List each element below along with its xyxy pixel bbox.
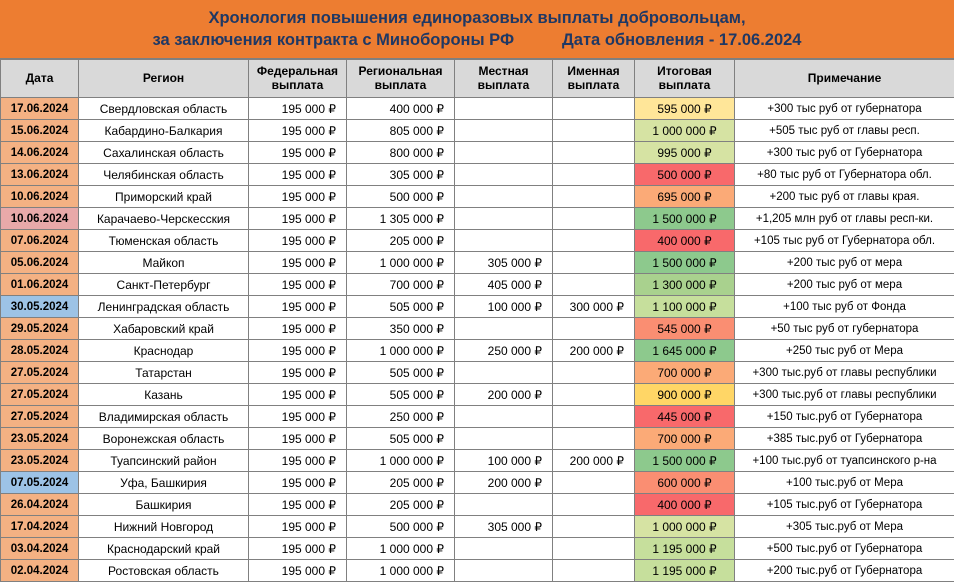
cell-regional: 205 000 ₽ (347, 230, 455, 252)
cell-total: 1 195 000 ₽ (635, 560, 735, 582)
cell-date: 17.06.2024 (1, 98, 79, 120)
table-row (1, 384, 954, 406)
cell-local (455, 538, 553, 560)
cell-federal: 195 000 ₽ (249, 472, 347, 494)
cell-federal: 195 000 ₽ (249, 142, 347, 164)
table-row (1, 450, 954, 472)
cell-date: 10.06.2024 (1, 186, 79, 208)
cell-named (553, 98, 635, 120)
table-row (1, 296, 954, 318)
column-header-regional: Региональная выплата (347, 60, 455, 98)
cell-region: Майкоп (79, 252, 249, 274)
cell-federal: 195 000 ₽ (249, 208, 347, 230)
cell-date: 23.05.2024 (1, 428, 79, 450)
cell-federal: 195 000 ₽ (249, 538, 347, 560)
cell-federal: 195 000 ₽ (249, 164, 347, 186)
table-row (1, 120, 954, 142)
cell-local (455, 230, 553, 252)
cell-federal: 195 000 ₽ (249, 516, 347, 538)
cell-total: 1 100 000 ₽ (635, 296, 735, 318)
table-row (1, 472, 954, 494)
cell-regional: 250 000 ₽ (347, 406, 455, 428)
column-header-local: Местная выплата (455, 60, 553, 98)
cell-local (455, 494, 553, 516)
cell-region: Владимирская область (79, 406, 249, 428)
cell-region: Санкт-Петербург (79, 274, 249, 296)
table-row (1, 318, 954, 340)
cell-local: 305 000 ₽ (455, 252, 553, 274)
cell-note: +105 тыс руб от Губернатора обл. (735, 230, 954, 252)
cell-total: 1 000 000 ₽ (635, 516, 735, 538)
cell-date: 05.06.2024 (1, 252, 79, 274)
cell-federal: 195 000 ₽ (249, 230, 347, 252)
table-row (1, 252, 954, 274)
cell-regional: 1 000 000 ₽ (347, 560, 455, 582)
cell-named (553, 406, 635, 428)
table-row (1, 208, 954, 230)
cell-named (553, 186, 635, 208)
page-subtitle-row (27, 29, 927, 51)
cell-named: 200 000 ₽ (553, 450, 635, 472)
cell-named (553, 318, 635, 340)
cell-date: 01.06.2024 (1, 274, 79, 296)
cell-note: +250 тыс руб от Мера (735, 340, 954, 362)
cell-note: +300 тыс руб от губернатора (735, 98, 954, 120)
cell-regional: 505 000 ₽ (347, 362, 455, 384)
cell-regional: 1 000 000 ₽ (347, 538, 455, 560)
cell-named (553, 274, 635, 296)
cell-regional: 700 000 ₽ (347, 274, 455, 296)
table-row (1, 560, 954, 582)
cell-total: 1 500 000 ₽ (635, 208, 735, 230)
table-row (1, 516, 954, 538)
cell-named (553, 472, 635, 494)
cell-date: 07.06.2024 (1, 230, 79, 252)
cell-date: 03.04.2024 (1, 538, 79, 560)
cell-local: 405 000 ₽ (455, 274, 553, 296)
cell-local (455, 208, 553, 230)
cell-regional: 800 000 ₽ (347, 142, 455, 164)
table-row (1, 164, 954, 186)
cell-regional: 1 305 000 ₽ (347, 208, 455, 230)
cell-region: Ленинградская область (79, 296, 249, 318)
cell-named (553, 516, 635, 538)
cell-note: +150 тыс.руб от Губернатора (735, 406, 954, 428)
cell-regional: 1 000 000 ₽ (347, 450, 455, 472)
table-row (1, 406, 954, 428)
cell-local: 100 000 ₽ (455, 296, 553, 318)
table-row (1, 428, 954, 450)
cell-named (553, 120, 635, 142)
cell-local: 305 000 ₽ (455, 516, 553, 538)
cell-date: 07.05.2024 (1, 472, 79, 494)
cell-total: 995 000 ₽ (635, 142, 735, 164)
table-row (1, 142, 954, 164)
cell-local (455, 142, 553, 164)
cell-date: 28.05.2024 (1, 340, 79, 362)
cell-local: 200 000 ₽ (455, 472, 553, 494)
cell-local (455, 406, 553, 428)
cell-note: +300 тыс руб от Губернатора (735, 142, 954, 164)
cell-regional: 305 000 ₽ (347, 164, 455, 186)
cell-regional: 400 000 ₽ (347, 98, 455, 120)
cell-total: 600 000 ₽ (635, 472, 735, 494)
payments-table (0, 59, 954, 582)
cell-region: Татарстан (79, 362, 249, 384)
cell-federal: 195 000 ₽ (249, 318, 347, 340)
cell-federal: 195 000 ₽ (249, 296, 347, 318)
cell-note: +505 тыс руб от главы респ. (735, 120, 954, 142)
cell-local (455, 164, 553, 186)
column-header-date: Дата (1, 60, 79, 98)
cell-federal: 195 000 ₽ (249, 252, 347, 274)
cell-local: 200 000 ₽ (455, 384, 553, 406)
cell-regional: 205 000 ₽ (347, 494, 455, 516)
cell-named (553, 230, 635, 252)
cell-region: Казань (79, 384, 249, 406)
cell-note: +105 тыс.руб от Губернатора (735, 494, 954, 516)
cell-note: +385 тыс.руб от Губернатора (735, 428, 954, 450)
cell-region: Хабаровский край (79, 318, 249, 340)
cell-local (455, 318, 553, 340)
cell-federal: 195 000 ₽ (249, 450, 347, 472)
cell-federal: 195 000 ₽ (249, 406, 347, 428)
cell-date: 17.04.2024 (1, 516, 79, 538)
cell-total: 1 195 000 ₽ (635, 538, 735, 560)
page-subtitle: за заключения контракта с Минобороны РФ (153, 29, 515, 51)
cell-total: 500 000 ₽ (635, 164, 735, 186)
cell-date: 30.05.2024 (1, 296, 79, 318)
cell-region: Кабардино-Балкария (79, 120, 249, 142)
cell-date: 02.04.2024 (1, 560, 79, 582)
cell-total: 400 000 ₽ (635, 230, 735, 252)
cell-total: 1 300 000 ₽ (635, 274, 735, 296)
cell-federal: 195 000 ₽ (249, 98, 347, 120)
table-row (1, 362, 954, 384)
cell-regional: 805 000 ₽ (347, 120, 455, 142)
cell-note: +80 тыс руб от Губернатора обл. (735, 164, 954, 186)
cell-total: 900 000 ₽ (635, 384, 735, 406)
cell-date: 29.05.2024 (1, 318, 79, 340)
cell-regional: 205 000 ₽ (347, 472, 455, 494)
cell-date: 26.04.2024 (1, 494, 79, 516)
cell-total: 695 000 ₽ (635, 186, 735, 208)
cell-date: 27.05.2024 (1, 384, 79, 406)
column-header-federal: Федеральная выплата (249, 60, 347, 98)
cell-federal: 195 000 ₽ (249, 362, 347, 384)
table-row (1, 98, 954, 120)
cell-total: 1 500 000 ₽ (635, 252, 735, 274)
cell-regional: 505 000 ₽ (347, 428, 455, 450)
cell-region: Краснодарский край (79, 538, 249, 560)
cell-note: +100 тыс.руб от туапсинского р-на (735, 450, 954, 472)
cell-date: 10.06.2024 (1, 208, 79, 230)
column-header-region: Регион (79, 60, 249, 98)
cell-note: +500 тыс.руб от Губернатора (735, 538, 954, 560)
table-row (1, 274, 954, 296)
column-header-named: Именная выплата (553, 60, 635, 98)
cell-named (553, 384, 635, 406)
page-title: Хронология повышения единоразовых выплаты добровольцам, (208, 7, 745, 29)
cell-note: +200 тыс руб от главы края. (735, 186, 954, 208)
cell-regional: 500 000 ₽ (347, 186, 455, 208)
cell-note: +1,205 млн руб от главы респ-ки. (735, 208, 954, 230)
table-row (1, 340, 954, 362)
cell-total: 595 000 ₽ (635, 98, 735, 120)
cell-total: 545 000 ₽ (635, 318, 735, 340)
cell-local (455, 98, 553, 120)
cell-total: 1 500 000 ₽ (635, 450, 735, 472)
table-row (1, 230, 954, 252)
cell-federal: 195 000 ₽ (249, 384, 347, 406)
cell-total: 445 000 ₽ (635, 406, 735, 428)
cell-local (455, 560, 553, 582)
cell-regional: 350 000 ₽ (347, 318, 455, 340)
cell-note: +200 тыс.руб от Губернатора (735, 560, 954, 582)
cell-local (455, 362, 553, 384)
cell-federal: 195 000 ₽ (249, 186, 347, 208)
cell-regional: 1 000 000 ₽ (347, 340, 455, 362)
cell-note: +300 тыс.руб от главы республики (735, 362, 954, 384)
cell-note: +305 тыс.руб от Мера (735, 516, 954, 538)
cell-federal: 195 000 ₽ (249, 494, 347, 516)
cell-date: 14.06.2024 (1, 142, 79, 164)
cell-regional: 500 000 ₽ (347, 516, 455, 538)
cell-note: +100 тыс.руб от Мера (735, 472, 954, 494)
cell-named (553, 494, 635, 516)
cell-local (455, 428, 553, 450)
cell-named: 200 000 ₽ (553, 340, 635, 362)
cell-total: 1 000 000 ₽ (635, 120, 735, 142)
cell-regional: 505 000 ₽ (347, 384, 455, 406)
cell-date: 23.05.2024 (1, 450, 79, 472)
cell-federal: 195 000 ₽ (249, 274, 347, 296)
cell-total: 400 000 ₽ (635, 494, 735, 516)
cell-note: +50 тыс руб от губернатора (735, 318, 954, 340)
cell-region: Туапсинский район (79, 450, 249, 472)
cell-total: 700 000 ₽ (635, 428, 735, 450)
cell-region: Уфа, Башкирия (79, 472, 249, 494)
cell-named (553, 142, 635, 164)
cell-region: Ростовская область (79, 560, 249, 582)
cell-named (553, 252, 635, 274)
cell-regional: 1 000 000 ₽ (347, 252, 455, 274)
cell-region: Челябинская область (79, 164, 249, 186)
cell-note: +100 тыс руб от Фонда (735, 296, 954, 318)
cell-named (553, 538, 635, 560)
cell-region: Краснодар (79, 340, 249, 362)
cell-region: Приморский край (79, 186, 249, 208)
cell-regional: 505 000 ₽ (347, 296, 455, 318)
document-header (0, 0, 954, 59)
cell-region: Карачаево-Черскесския (79, 208, 249, 230)
cell-date: 27.05.2024 (1, 362, 79, 384)
cell-date: 13.06.2024 (1, 164, 79, 186)
cell-total: 700 000 ₽ (635, 362, 735, 384)
cell-note: +200 тыс руб от мера (735, 252, 954, 274)
cell-region: Нижний Новгород (79, 516, 249, 538)
cell-federal: 195 000 ₽ (249, 560, 347, 582)
cell-named (553, 428, 635, 450)
cell-region: Воронежская область (79, 428, 249, 450)
cell-date: 27.05.2024 (1, 406, 79, 428)
cell-named (553, 164, 635, 186)
cell-region: Сахалинская область (79, 142, 249, 164)
cell-named (553, 208, 635, 230)
cell-note: +300 тыс.руб от главы республики (735, 384, 954, 406)
update-date: Дата обновления - 17.06.2024 (562, 29, 801, 51)
cell-federal: 195 000 ₽ (249, 340, 347, 362)
column-header-total: Итоговая выплата (635, 60, 735, 98)
table-row (1, 538, 954, 560)
cell-region: Свердловская область (79, 98, 249, 120)
cell-local: 100 000 ₽ (455, 450, 553, 472)
table-header-row (1, 60, 954, 98)
cell-federal: 195 000 ₽ (249, 120, 347, 142)
cell-federal: 195 000 ₽ (249, 428, 347, 450)
cell-date: 15.06.2024 (1, 120, 79, 142)
table-row (1, 494, 954, 516)
cell-named (553, 560, 635, 582)
cell-region: Башкирия (79, 494, 249, 516)
cell-local (455, 120, 553, 142)
cell-note: +200 тыс руб от мера (735, 274, 954, 296)
cell-local: 250 000 ₽ (455, 340, 553, 362)
cell-region: Тюменская область (79, 230, 249, 252)
table-row (1, 186, 954, 208)
cell-named: 300 000 ₽ (553, 296, 635, 318)
column-header-note: Примечание (735, 60, 954, 98)
cell-total: 1 645 000 ₽ (635, 340, 735, 362)
cell-named (553, 362, 635, 384)
cell-local (455, 186, 553, 208)
